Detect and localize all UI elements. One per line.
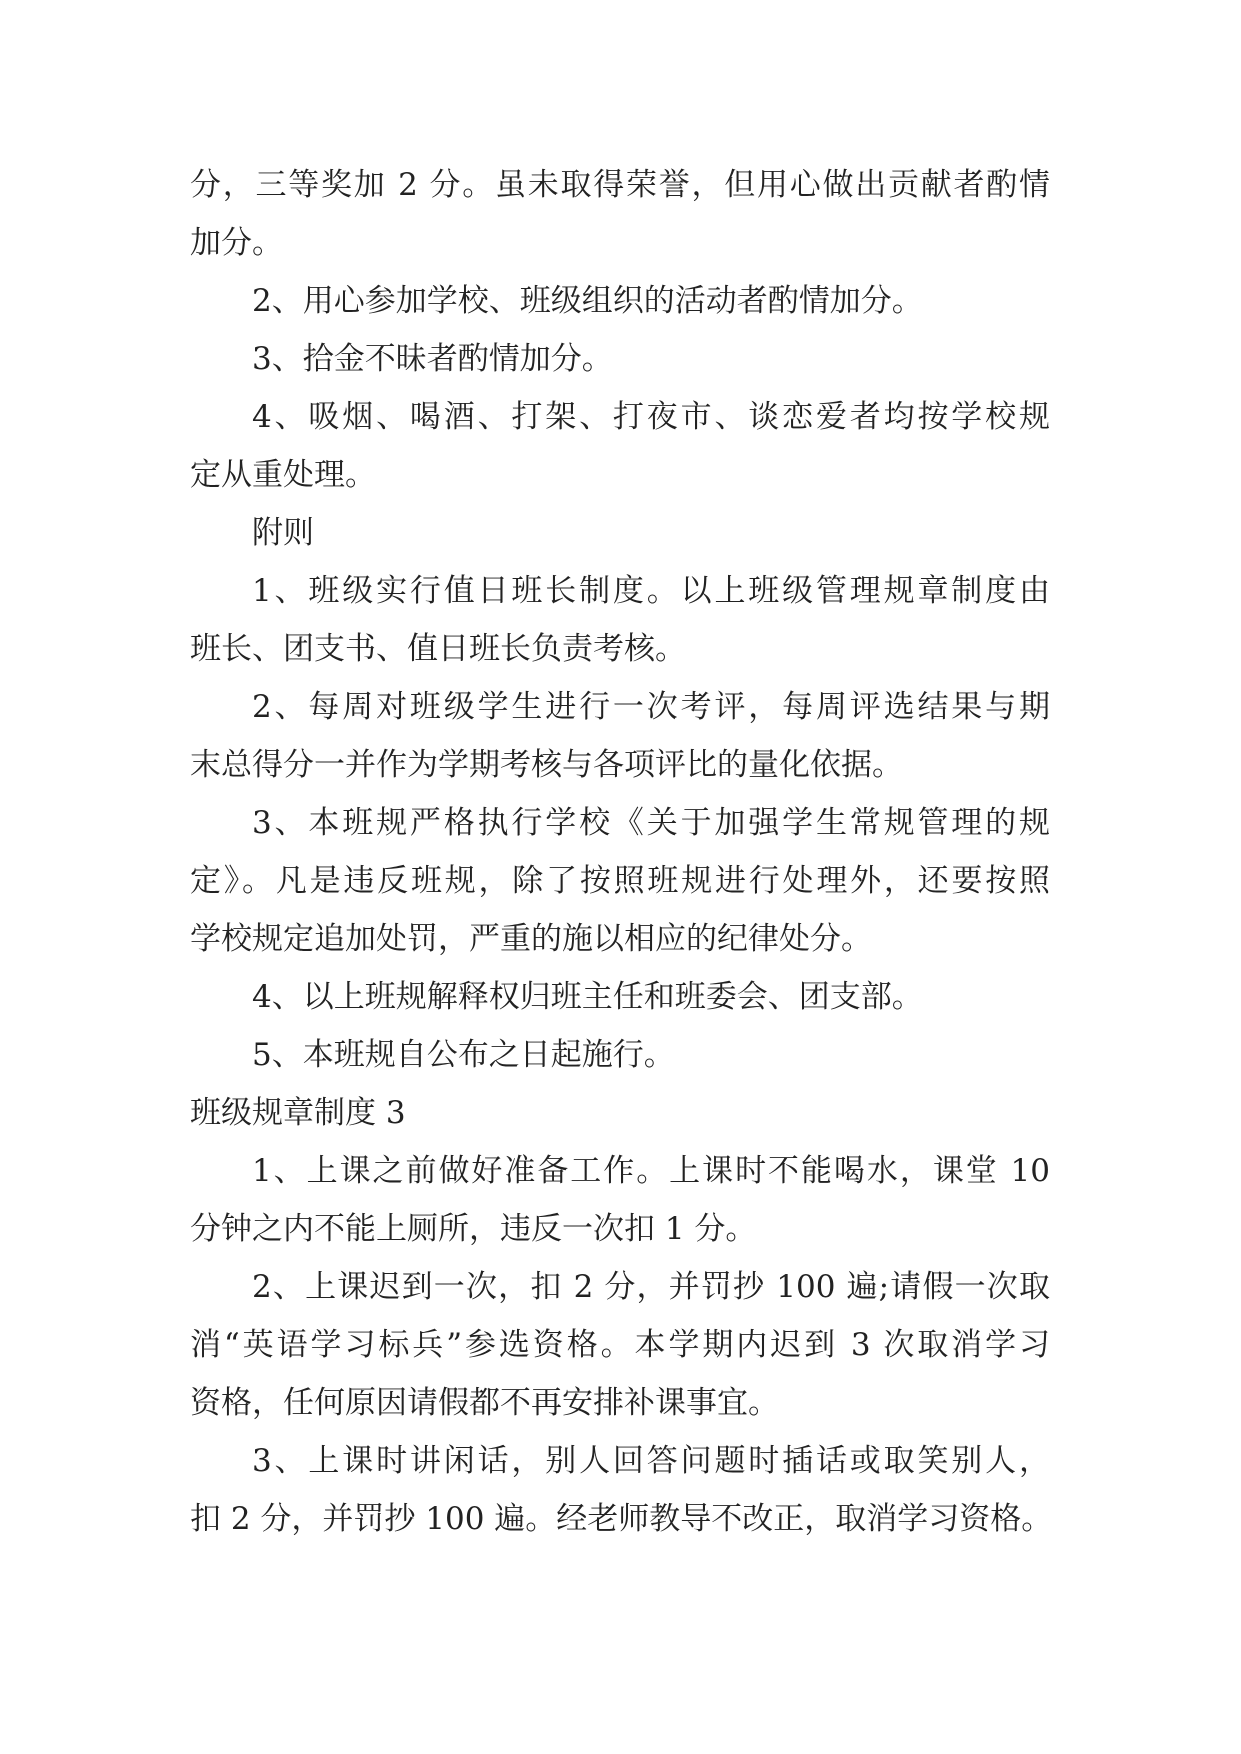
paragraph-line: 班长、团支书、值日班长负责考核。 [190,631,686,667]
paragraph-line: 分钟之内不能上厕所，违反一次扣 1 分。 [190,1211,757,1247]
paragraph-line: 3、拾金不昧者酌情加分。 [252,341,613,377]
paragraph-line: 4、以上班规解释权归班主任和班委会、团支部。 [252,979,923,1015]
paragraph-line: 末总得分一并作为学期考核与各项评比的量化依据。 [190,747,903,783]
paragraph-line: 2、用心参加学校、班级组织的活动者酌情加分。 [252,283,923,319]
section-title: 班级规章制度 3 [190,1095,406,1131]
paragraph-line: 3、上课时讲闲话，别人回答问题时插话或取笑别人， [252,1443,1050,1479]
section-heading: 附则 [252,515,314,551]
paragraph-line: 学校规定追加处罚，严重的施以相应的纪律处分。 [190,921,872,957]
paragraph-line: 加分。 [190,225,283,261]
paragraph-line: 2、每周对班级学生进行一次考评，每周评选结果与期 [252,689,1050,725]
paragraph-line: 定从重处理。 [190,457,376,493]
paragraph-line: 扣 2 分，并罚抄 100 遍。经老师教导不改正，取消学习资格。 [190,1501,1053,1537]
paragraph-line: 分，三等奖加 2 分。虽未取得荣誉，但用心做出贡献者酌情 [190,167,1050,203]
paragraph-line: 1、班级实行值日班长制度。以上班级管理规章制度由 [252,573,1050,609]
paragraph-line: 4、吸烟、喝酒、打架、打夜市、谈恋爱者均按学校规 [252,399,1050,435]
paragraph-line: 1、上课之前做好准备工作。上课时不能喝水，课堂 10 [252,1153,1050,1189]
paragraph-line: 3、本班规严格执行学校《关于加强学生常规管理的规 [252,805,1050,841]
paragraph-line: 5、本班规自公布之日起施行。 [252,1037,675,1073]
paragraph-line: 定》。凡是违反班规，除了按照班规进行处理外，还要按照 [190,863,1050,899]
paragraph-line: 消“英语学习标兵”参选资格。本学期内迟到 3 次取消学习 [190,1327,1051,1363]
paragraph-line: 资格，任何原因请假都不再安排补课事宜。 [190,1385,779,1421]
paragraph-line: 2、上课迟到一次，扣 2 分，并罚抄 100 遍;请假一次取 [252,1269,1050,1305]
